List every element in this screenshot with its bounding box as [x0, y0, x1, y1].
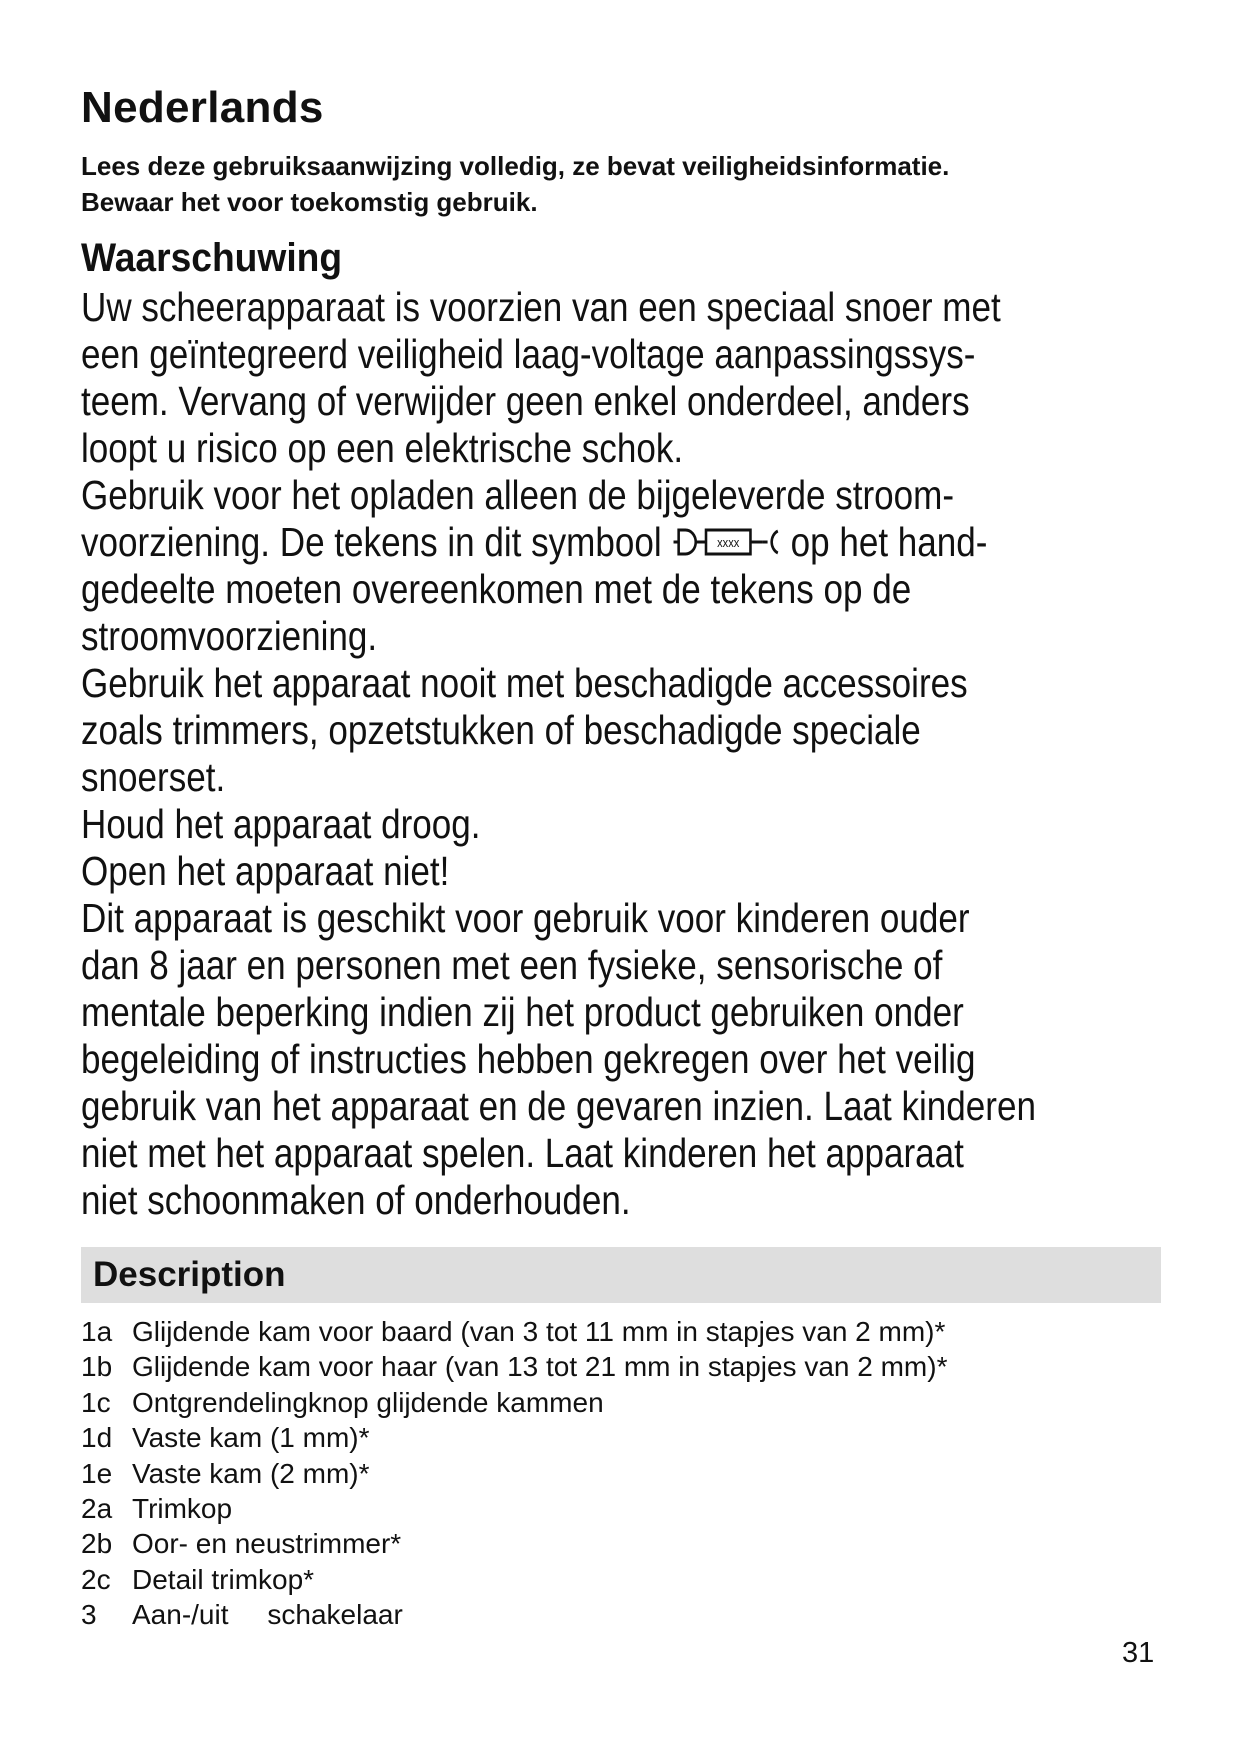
- item-number: 1c: [81, 1386, 111, 1418]
- description-item: [81, 1385, 947, 1420]
- warning-line: Uw scheerapparaat is voorzien van een speciaal snoer met: [81, 284, 1001, 330]
- warning-line: stroomvoorziening.: [81, 613, 378, 659]
- warning-line: Gebruik voor het opladen alleen de bijgeleverde stroom-: [81, 472, 955, 518]
- description-item: [81, 1314, 947, 1349]
- warning-line: gebruik van het apparaat en de gevaren inzien. Laat kinderen: [81, 1083, 1036, 1129]
- warning-line: Dit apparaat is geschikt voor gebruik voor kinderen ouder: [81, 895, 970, 941]
- description-item: [81, 1491, 947, 1526]
- description-item: [81, 1420, 947, 1455]
- item-number: 1b: [81, 1351, 113, 1383]
- warning-line: een geïntegreerd veiligheid laag-voltage aanpassingssys-: [81, 331, 976, 377]
- warning-heading: Waarschuwing: [81, 236, 343, 280]
- item-text: Ontgrendelingknop glijdende kammen: [132, 1386, 604, 1418]
- description-heading: Description: [93, 1255, 286, 1294]
- intro-notice: [81, 148, 1191, 220]
- symbol-label: xxxx: [716, 535, 739, 551]
- description-item: [81, 1456, 947, 1491]
- item-text: Glijdende kam voor baard (van 3 tot 11 mm in stapjes van 2 mm)*: [132, 1316, 946, 1347]
- description-item: [81, 1597, 947, 1632]
- warning-line-start: voorziening. De tekens in dit symbool: [81, 519, 662, 565]
- warning-line: snoerset.: [81, 754, 226, 800]
- item-text: Aan-/uit schakelaar: [132, 1599, 403, 1631]
- warning-line: Open het apparaat niet!: [81, 848, 450, 894]
- item-number: 1a: [81, 1316, 113, 1347]
- item-text: Oor- en neustrimmer*: [132, 1528, 402, 1560]
- item-text: Vaste kam (2 mm)*: [132, 1457, 370, 1489]
- warning-line: zoals trimmers, opzetstukken of beschadigde speciale: [81, 707, 921, 753]
- item-text: Detail trimkop*: [132, 1563, 315, 1595]
- page-number: 31: [1122, 1637, 1155, 1669]
- warning-text: [81, 284, 1231, 1224]
- warning-line: Houd het apparaat droog.: [81, 801, 481, 847]
- warning-line-with-symbol: [81, 519, 1064, 566]
- power-supply-symbol-icon: [671, 522, 780, 562]
- item-number: 2b: [81, 1528, 113, 1560]
- warning-line: niet met het apparaat spelen. Laat kinderen het apparaat: [81, 1130, 964, 1176]
- description-item: [81, 1349, 947, 1384]
- warning-line: begeleiding of instructies hebben gekregen over het veilig: [81, 1036, 976, 1082]
- warning-line: Gebruik het apparaat nooit met beschadigde accessoires: [81, 660, 968, 706]
- item-number: 1d: [81, 1422, 113, 1454]
- description-item: [81, 1526, 947, 1561]
- warning-line: teem. Vervang of verwijder geen enkel onderdeel, anders: [81, 378, 970, 424]
- warning-line: gedeelte moeten overeenkomen met de tekens op de: [81, 566, 912, 612]
- description-item: [81, 1562, 947, 1597]
- warning-line: loopt u risico op een elektrische schok.: [81, 425, 684, 471]
- language-heading: Nederlands: [81, 83, 324, 132]
- item-number: 3: [81, 1599, 97, 1631]
- item-number: 2a: [81, 1493, 113, 1525]
- item-text: Glijdende kam voor haar (van 13 tot 21 mm in stapjes van 2 mm)*: [132, 1351, 948, 1383]
- warning-line: niet schoonmaken of onderhouden.: [81, 1177, 631, 1223]
- warning-line-end: op het hand-: [790, 519, 988, 565]
- description-header-bar: [81, 1247, 1161, 1303]
- intro-line: Bewaar het voor toekomstig gebruik.: [81, 187, 538, 217]
- intro-line: Lees deze gebruiksaanwijzing volledig, ze bevat veiligheidsinformatie.: [81, 151, 950, 181]
- warning-line: dan 8 jaar en personen met een fysieke, sensorische of: [81, 942, 943, 988]
- item-number: 2c: [81, 1563, 111, 1595]
- description-list: [81, 1314, 947, 1633]
- item-text: Trimkop: [132, 1493, 233, 1525]
- item-text: Vaste kam (1 mm)*: [132, 1422, 370, 1454]
- warning-line: mentale beperking indien zij het product gebruiken onder: [81, 989, 964, 1035]
- item-number: 1e: [81, 1457, 113, 1489]
